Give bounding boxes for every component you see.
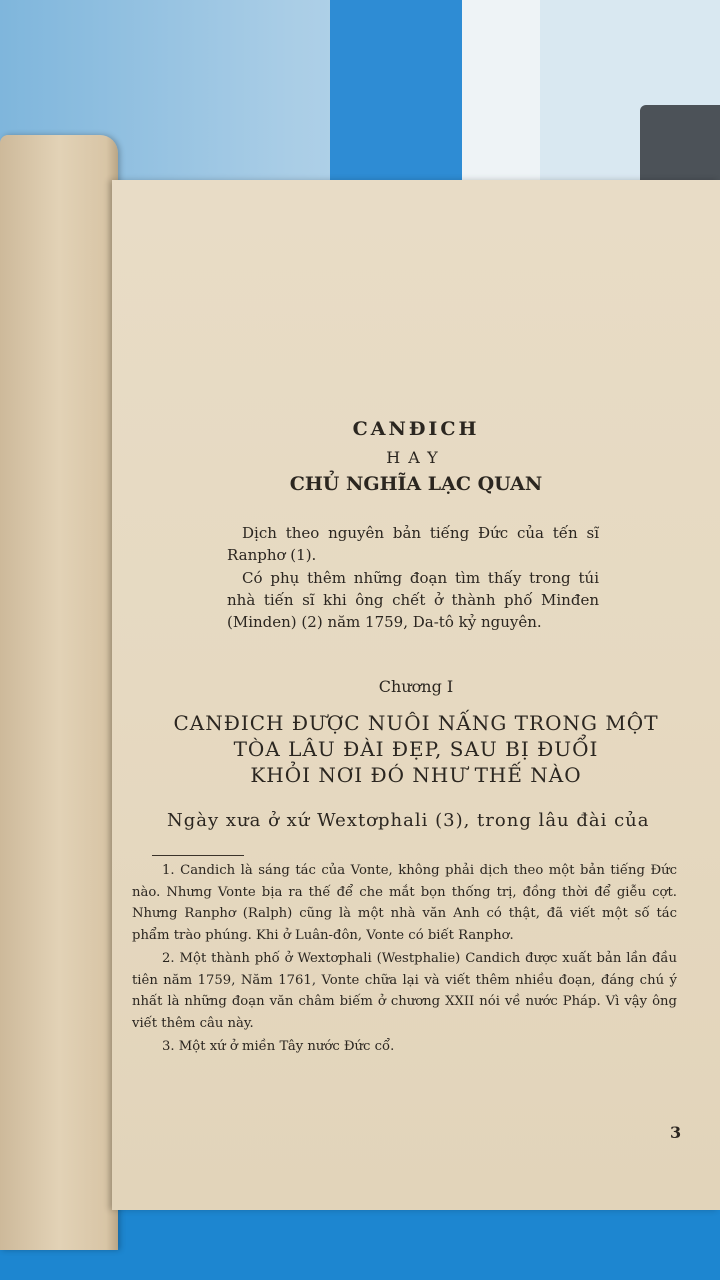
book-page	[112, 180, 720, 1210]
book-subtitle: CHỦ NGHĨA LẠC QUAN	[289, 473, 543, 495]
footnote-1: 1. Candich là sáng tác của Vonte, không phải dịch theo một bản tiếng Đức nào. Nhưng Vonte bịa ra thế để che mắt bọn thống trị, đồng thời để giễu cợt. Nhưng Ranphơ (Ralph) cũng là một nhà văn Anh có thật, đã viết một số tác phẩm trào phúng. Khi ở Luân-đôn, Vonte có biết Ranphơ.	[132, 863, 677, 943]
chapter-title-line-3: KHỎI NƠI ĐÓ NHƯ THẾ NÀO	[250, 763, 582, 787]
chapter-title-line-1: CANĐICH ĐƯỢC NUÔI NẤNG TRONG MỘT	[173, 711, 659, 735]
background-white-panel	[462, 0, 542, 190]
footnote-2: 2. Một thành phố ở Wextơphali (Westphalie) Candich được xuất bản lần đầu tiên năm 1759, Năm 1761, Vonte chữa lại và viết thêm nhiều đoạn, đáng chú ý nhất là những đoạn văn châm biếm ở chương XXII nói về nước Pháp. Vì vậy ông viết thêm câu này.	[132, 951, 677, 1031]
intro-text-1: Dịch theo nguyên bản tiếng Đức của tến sĩ Ranphơ (1).	[227, 524, 599, 564]
body-first-line: Ngày xưa ở xứ Wextơphali (3), trong lâu đài của	[167, 810, 650, 831]
intro-text-2: Có phụ thêm những đoạn tìm thấy trong túi nhà tiến sĩ khi ông chết ở thành phố Minđen (Minden) (2) năm 1759, Da-tô kỷ nguyên.	[227, 569, 599, 631]
intro-paragraph-1	[227, 522, 599, 566]
book-title: CANĐICH	[352, 418, 480, 440]
intro-paragraph-2	[227, 567, 599, 633]
footnote-3: 3. Một xứ ở miền Tây nước Đức cổ.	[162, 1039, 395, 1054]
left-page-edge	[0, 135, 118, 1250]
book-title-connector: HAY	[386, 448, 446, 467]
footnote-divider	[152, 855, 244, 856]
background-blue-box	[330, 0, 465, 190]
footnotes	[132, 860, 677, 1060]
page-number: 3	[670, 1123, 682, 1142]
chapter-label: Chương I	[378, 677, 454, 696]
chapter-title	[172, 710, 660, 788]
chapter-title-line-2: TÒA LÂU ĐÀI ĐẸP, SAU BỊ ĐUỔI	[233, 737, 599, 761]
